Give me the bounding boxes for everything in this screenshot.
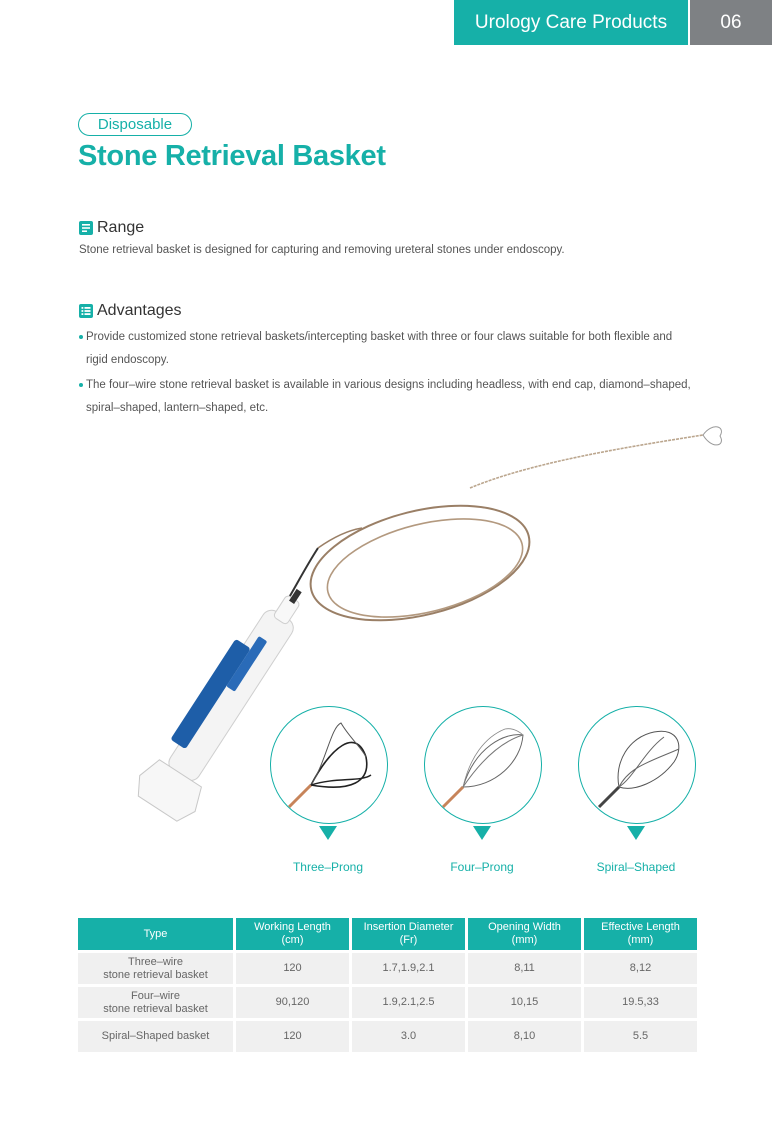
range-text: Stone retrieval basket is designed for capturing and removing ureteral stones under endoscopy.	[79, 244, 565, 256]
header-cell	[78, 918, 233, 950]
opening-width-cell: 10,15	[468, 987, 581, 1018]
header-line: (mm)	[511, 934, 538, 946]
advantage-line: Provide customized stone retrieval baskets/intercepting basket with three or four claws suitable for both flexible and	[86, 331, 673, 343]
header-cell	[352, 918, 465, 950]
insertion-diameter-cell: 3.0	[352, 1021, 465, 1052]
pointer-triangle	[319, 826, 337, 840]
category-label: Urology Care Products	[474, 11, 668, 33]
pointer-triangle	[473, 826, 491, 840]
table-row	[78, 1021, 697, 1052]
type-line: Spiral–Shaped basket	[101, 1030, 210, 1042]
header-line: (mm)	[627, 934, 654, 946]
working-length-cell: 90,120	[236, 987, 349, 1018]
header-line: (cm)	[281, 934, 304, 946]
four-prong-image	[424, 706, 542, 824]
header-line: Effective Length	[601, 921, 680, 933]
page-title: Stone Retrieval Basket	[78, 140, 386, 172]
page-number-label: 06	[720, 11, 742, 33]
range-heading	[79, 219, 144, 237]
list-icon	[79, 304, 93, 318]
header-line: Insertion Diameter	[363, 921, 454, 933]
header-line: Working Length	[254, 921, 331, 933]
effective-length-cell: 5.5	[584, 1021, 697, 1052]
header-cell	[468, 918, 581, 950]
type-line: stone retrieval basket	[103, 968, 208, 981]
three-prong-image	[270, 706, 388, 824]
bullet-dot	[79, 335, 83, 339]
effective-length-cell: 8,12	[584, 953, 697, 984]
advantage-item	[79, 374, 716, 420]
type-line: Four–wire	[131, 989, 180, 1002]
spec-table	[75, 915, 700, 1055]
advantages-heading-text: Advantages	[97, 302, 182, 319]
advantage-line: spiral–shaped, lantern–shaped, etc.	[86, 402, 269, 414]
disposable-tag-label: Disposable	[97, 116, 173, 133]
header-cell	[584, 918, 697, 950]
variant-caption: Four–Prong	[450, 860, 514, 874]
type-cell	[78, 953, 233, 984]
page-number	[690, 0, 772, 45]
insertion-diameter-cell: 1.7,1.9,2.1	[352, 953, 465, 984]
document-icon	[79, 221, 93, 235]
type-cell	[78, 1021, 233, 1052]
advantage-line: rigid endoscopy.	[86, 354, 169, 366]
opening-width-cell: 8,11	[468, 953, 581, 984]
pointer-triangle	[627, 826, 645, 840]
working-length-cell: 120	[236, 1021, 349, 1052]
type-line: Three–wire	[127, 955, 184, 968]
header-cell	[236, 918, 349, 950]
table-header-row	[78, 918, 697, 950]
bullet-dot	[79, 383, 83, 387]
variant-caption: Three–Prong	[292, 860, 364, 874]
header-line: Type	[143, 927, 168, 940]
table-row	[78, 953, 697, 984]
type-cell	[78, 987, 233, 1018]
opening-width-cell: 8,10	[468, 1021, 581, 1052]
effective-length-cell: 19.5,33	[584, 987, 697, 1018]
advantage-line: The four–wire stone retrieval basket is available in various designs including headless, with end cap, diamond–shaped,	[86, 379, 691, 391]
category-tab	[454, 0, 688, 45]
header-line: Opening Width	[488, 921, 561, 933]
header-line: (Fr)	[399, 934, 418, 946]
advantage-item	[79, 326, 716, 372]
working-length-cell: 120	[236, 953, 349, 984]
advantages-heading	[79, 302, 182, 320]
insertion-diameter-cell: 1.9,2.1,2.5	[352, 987, 465, 1018]
spiral-shaped-image	[578, 706, 696, 824]
range-heading-text: Range	[97, 219, 145, 236]
variant-caption: Spiral–Shaped	[596, 860, 676, 874]
disposable-tag	[78, 113, 192, 136]
table-row	[78, 987, 697, 1018]
type-line: stone retrieval basket	[103, 1002, 208, 1015]
